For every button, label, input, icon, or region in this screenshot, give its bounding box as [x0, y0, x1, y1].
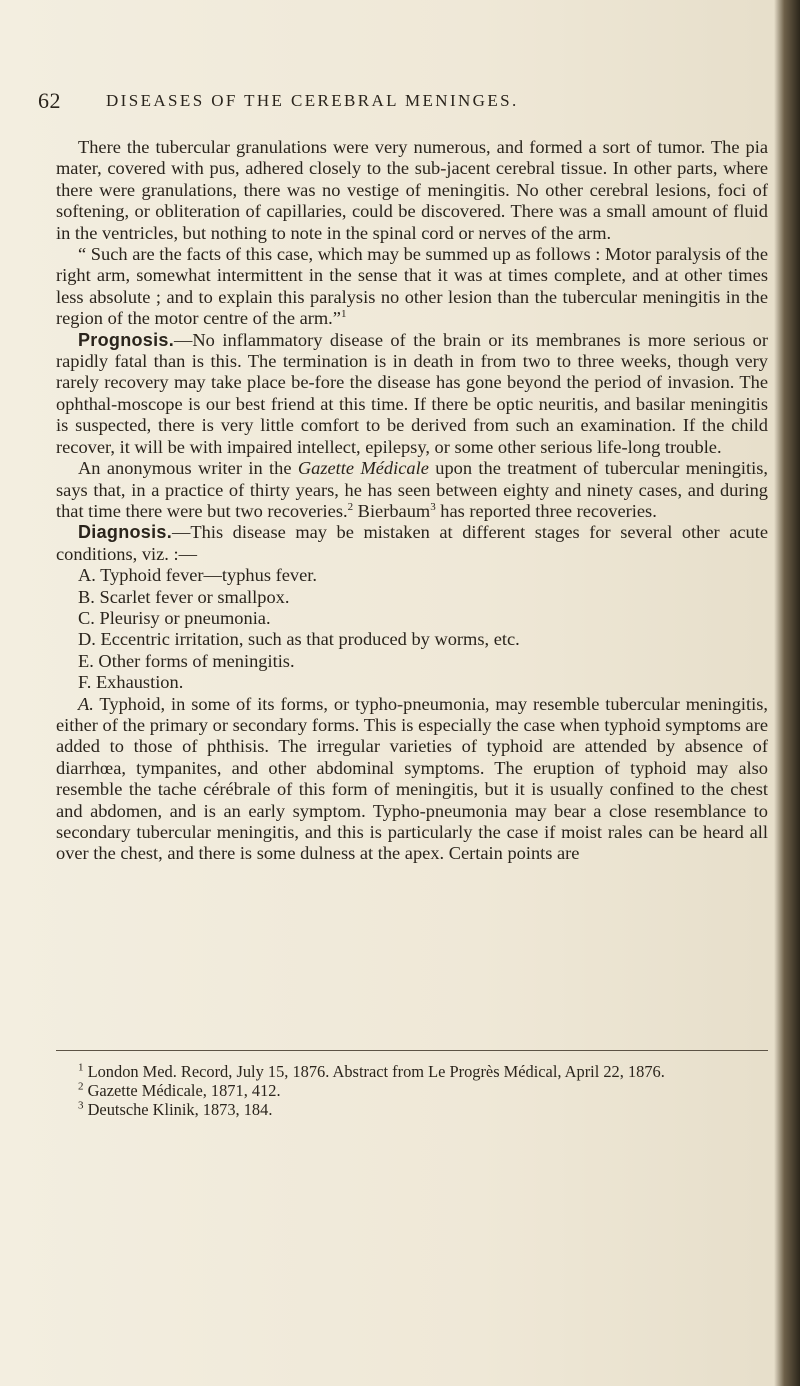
diagnosis-heading: Diagnosis. — [78, 522, 173, 543]
footnote-ref-3: 3 — [430, 500, 436, 513]
footnote-1 — [56, 1062, 768, 1081]
prognosis-text: —No inflammatory disease of the brain or its membranes is more serious or rapidly fatal than is this. The termination is in death in from two to three weeks, though very rarely recovery may take place be-fore the disease has gone beyond the period of invasion. The ophthal-moscope is our best friend at this time. If there be optic neuritis, and basilar meningitis is suspected, there is very little comfort to be derived from such an examination. If the child recover, it will be with impaired intellect, epilepsy, or some other serious life-long trouble. — [56, 329, 768, 457]
footnote-text: London Med. Record, July 15, 1876. Abstract from Le Progrès Médical, April 22, 1876. — [83, 1062, 665, 1081]
anon-text-c: Bierbaum — [353, 500, 431, 521]
anon-text-d: has reported three recoveries. — [435, 500, 657, 521]
anon-text-b: upon the treatment of tubercular meningitis, says that, in a practice of thirty years, he has seen between eighty and ninety cases, and during that time there were but two recoveries. — [56, 458, 768, 521]
footnote-ref-2: 2 — [347, 500, 354, 513]
journal-title: Gazette Médicale — [297, 458, 429, 479]
page-header — [38, 88, 778, 118]
footnote-divider — [56, 1050, 768, 1051]
footnotes — [56, 1062, 768, 1120]
list-item: B. Scarlet fever or smallpox. — [78, 586, 290, 607]
footnote-2 — [56, 1081, 768, 1100]
case-summary-text: “ Such are the facts of this case, which may be summed up as follows : Motor paralysis of the right arm, somewhat intermittent in the sense that it was at times complete, and at other times less absolute ; and to explain this paralysis no other lesion than the tubercular meningitis in the region of the motor centre of the arm.” — [56, 244, 768, 329]
paragraph-case-summary — [56, 244, 768, 330]
running-head: DISEASES OF THE CEREBRAL MENINGES. — [106, 91, 519, 110]
footnote-mark: 1 — [78, 1061, 84, 1074]
paragraph-typhoid — [56, 694, 768, 865]
list-item: A. Typhoid fever—typhus fever. — [78, 565, 317, 586]
footnote-text: Gazette Médicale, 1871, 412. — [83, 1081, 281, 1101]
page-number: 62 — [38, 88, 61, 113]
list-item: D. Eccentric irritation, such as that produced by worms, etc. — [78, 629, 520, 650]
list-item: F. Exhaustion. — [78, 672, 184, 693]
paragraph-prognosis — [56, 330, 768, 458]
body-text — [56, 137, 768, 865]
typhoid-label: A. — [78, 693, 94, 714]
anon-text-a: An anonymous writer in the — [78, 458, 298, 479]
paragraph-anonymous-writer — [56, 458, 768, 522]
prognosis-heading: Prognosis. — [78, 329, 175, 350]
differential-list — [56, 565, 768, 693]
footnote-text: Deutsche Klinik, 1873, 184. — [83, 1100, 273, 1120]
paragraph-diagnosis — [56, 522, 768, 565]
typhoid-text: Typhoid, in some of its forms, or typho-pneumonia, may resemble tubercular meningitis, either of the primary or secondary forms. This is especially the case when typhoid symptoms are added to those of phthisis. The irregular varieties of typhoid are attended by absence of diarrhœa, tympanites, and other abdominal symptoms. The eruption of typhoid may also resemble the tache cérébrale of this form of meningitis, but it is usually confined to the chest and abdomen, and is an early symptom. Typho-pneumonia may bear a close resemblance to secondary tubercular meningitis, and this is particularly the case if moist rales can be heard all over the chest, and there is some dulness at the apex. Certain points are — [56, 693, 768, 864]
page-binding-edge — [774, 0, 800, 1386]
footnote-mark: 3 — [78, 1099, 84, 1112]
paragraph-case-findings: There the tubercular granulations were very numerous, and formed a sort of tumor. The pia mater, covered with pus, adhered closely to the sub-jacent cerebral tissue. In other parts, where there were granulations, there was no vestige of meningitis. No other cerebral lesions, foci of softening, or obliteration of capillaries, could be discovered. There was a small amount of fluid in the ventricles, but nothing to note in the spinal cord or nerves of the arm. — [56, 137, 768, 243]
footnote-ref-1: 1 — [340, 308, 347, 321]
footnote-mark: 2 — [78, 1080, 84, 1093]
list-item: C. Pleurisy or pneumonia. — [78, 607, 271, 628]
footnote-3 — [56, 1100, 768, 1119]
diagnosis-text: —This disease may be mistaken at different stages for several other acute conditions, viz. :— — [56, 522, 768, 564]
list-item: E. Other forms of meningitis. — [78, 650, 295, 671]
